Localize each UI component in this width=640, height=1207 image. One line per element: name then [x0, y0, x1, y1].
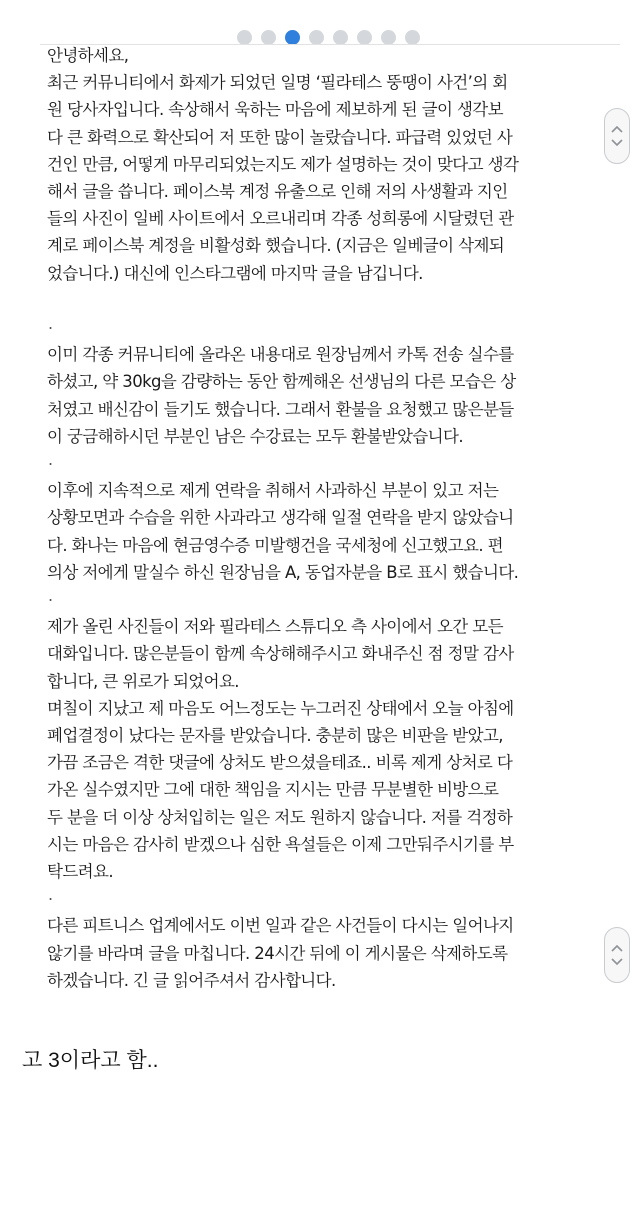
paragraph-spacer — [47, 287, 605, 314]
post-separator: . — [48, 885, 53, 905]
post-paragraph: 이후에 지속적으로 제게 연락을 취해서 사과하신 부분이 있고 저는 상황모면과 수습을 위한 사과라고 생각해 일절 연락을 받지 않았습니 다. 화나는 마음에 현금영수증 미발행건을 국세청에 신고했고요. 편 의상 저에게 말실수 하신 원장님을 A, 동업자분을 B로 표시 했습니다. — [47, 481, 519, 582]
post-paragraph: 이미 각종 커뮤니티에 올라온 내용대로 원장님께서 카톡 전송 실수를 하셨고, 약 30kg을 감량하는 동안 함께해온 선생님의 다른 모습은 상 처였고 배신감이 들기도 했습니다. 그래서 환불을 요청했고 많은분들 이 궁금해하시던 부분인 남은 수강료는 모두 환불받았습니다. — [47, 345, 516, 446]
scroll-button-top[interactable] — [604, 108, 630, 164]
chevron-up-icon — [611, 944, 623, 952]
scroll-button-bottom[interactable] — [604, 927, 630, 983]
post-separator: . — [48, 314, 53, 334]
post-separator: . — [48, 586, 53, 606]
post-paragraph: 다른 피트니스 업계에서도 이번 일과 같은 사건들이 다시는 일어나지 않기를 바라며 글을 마칩니다. 24시간 뒤에 이 게시물은 삭제하도록 하겠습니다. 긴 글 읽어주셔서 감사합니다. — [47, 916, 514, 990]
caption-text: 고 3이라고 함.. — [22, 1049, 159, 1072]
post-paragraph: 최근 커뮤니티에서 화제가 되었던 일명 ‘필라테스 뚱땡이 사건’의 회 원 당사자입니다. 속상해서 욱하는 마음에 제보하게 된 글이 생각보 다 큰 화력으로 확산되어 저 또한 많이 놀랐습니다. 파급력 있었던 사 건인 만큼, 어떻게 마무리되었는지도 제가 설명하는 것이 맞다고 생각 해서 글을 씁니다. 페이스북 계정 유출으로 인해 저의 사생활과 지인 들의 사진이 일베 사이트에서 오르내리며 각종 성희롱에 시달렸던 관 계로 페이스북 계정을 비활성화 했습니다. (지금은 일베글이 삭제되 었습니다.) 대신에 인스타그램에 마지막 글을 남깁니다. — [47, 73, 519, 283]
post-body — [47, 42, 605, 994]
post-separator: . — [48, 450, 53, 470]
post-paragraph: 제가 올린 사진들이 저와 필라테스 스튜디오 측 사이에서 오간 모든 대화입니다. 많은분들이 함께 속상해해주시고 화내주신 점 정말 감사 합니다, 큰 위로가 되었어요. 며칠이 지났고 제 마음도 어느정도는 누그러진 상태에서 오늘 아침에 폐업결정이 났다는 문자를 받았습니다. 충분히 많은 비판을 받았고, 가끔 조금은 격한 댓글에 상처도 받으셨을테죠.. 비록 제게 상처로 다 가온 실수였지만 그에 대한 책임을 지시는 만큼 무분별한 비방으로 두 분을 더 이상 상처입히는 일은 저도 원하지 않습니다. 저를 걱정하 시는 마음은 감사히 받겠으나 심한 욕설들은 이제 그만둬주시기를 부 탁드려요. — [47, 617, 514, 882]
chevron-up-icon — [611, 125, 623, 133]
chevron-down-icon — [611, 139, 623, 147]
chevron-down-icon — [611, 958, 623, 966]
post-greeting: 안녕하세요, — [47, 46, 129, 65]
